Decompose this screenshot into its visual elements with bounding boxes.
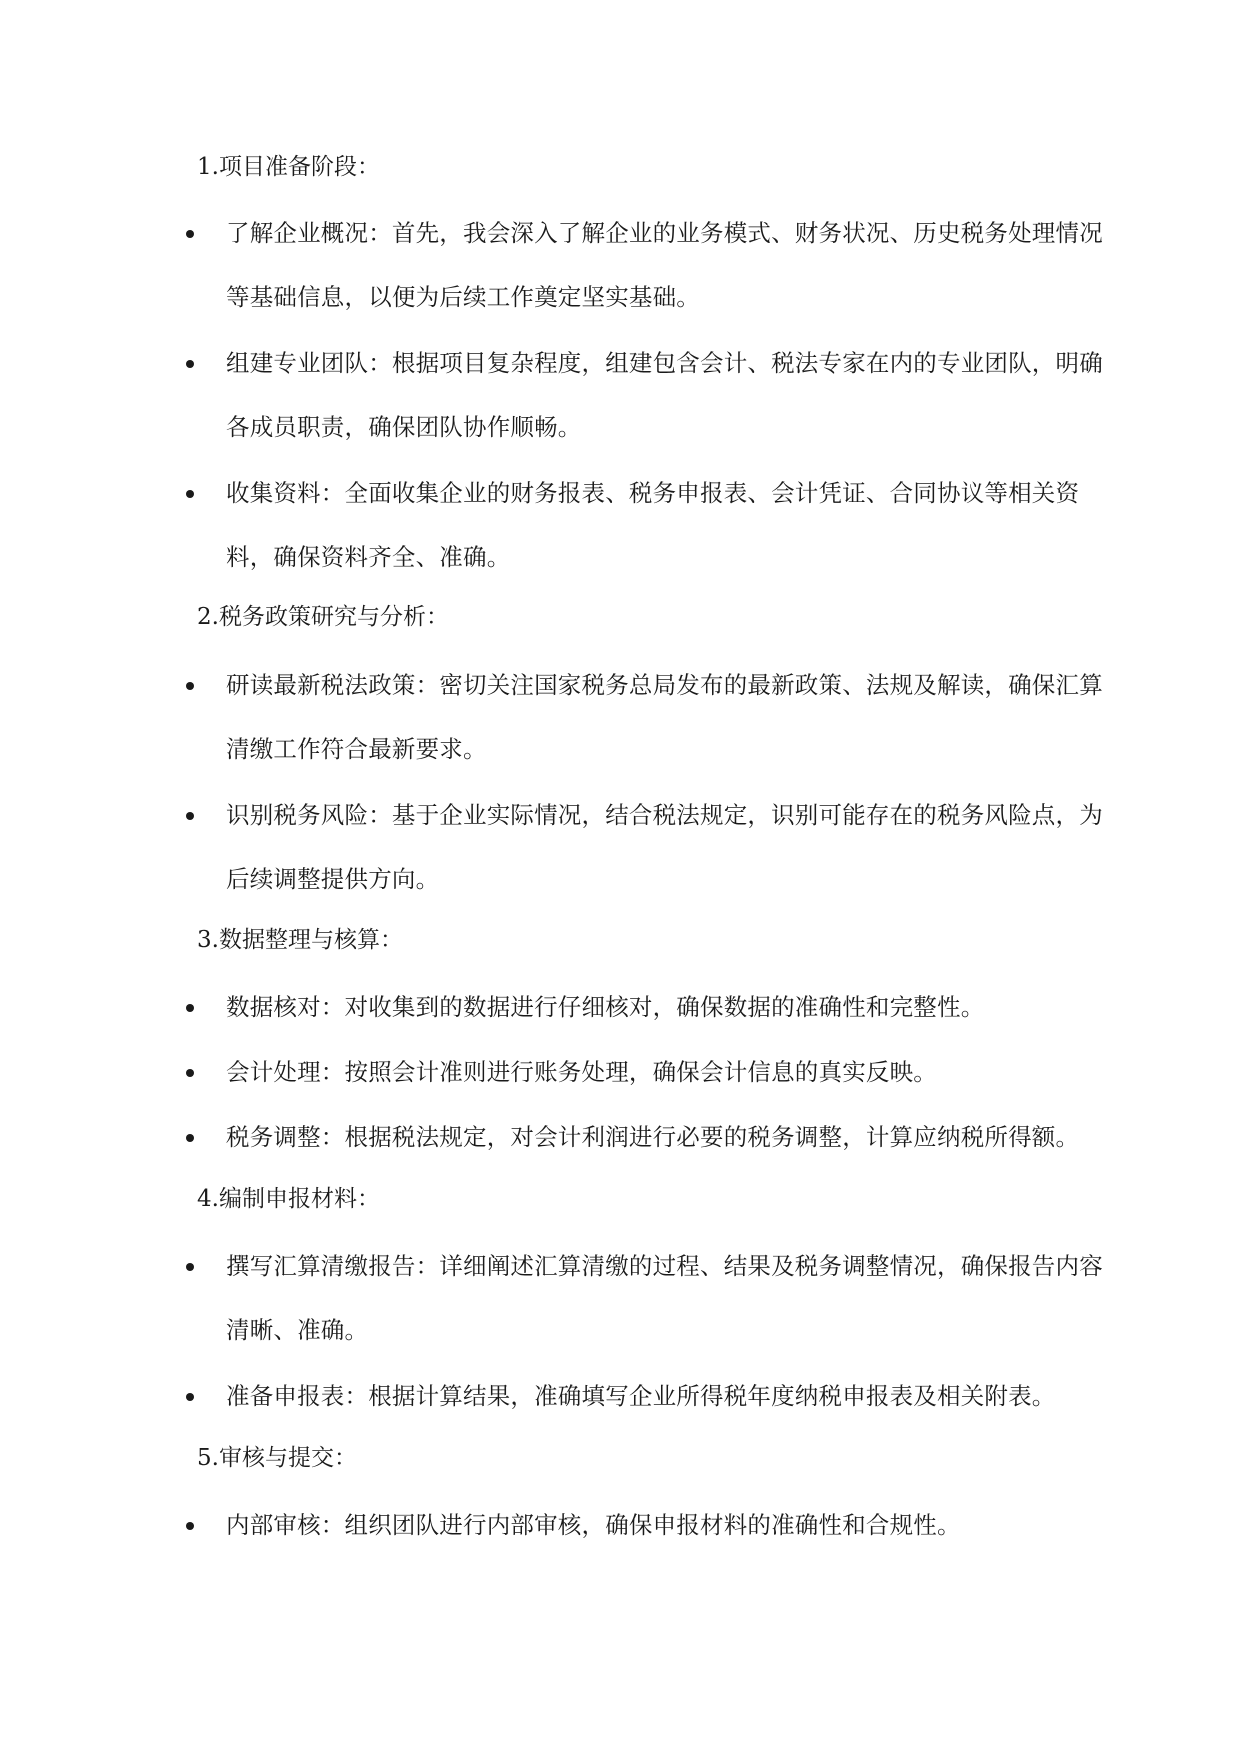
section-heading: 2.税务政策研究与分析： bbox=[197, 604, 449, 630]
section-heading: 1.项目准备阶段： bbox=[197, 154, 380, 180]
list-item bbox=[186, 1122, 1106, 1169]
list-item bbox=[186, 1251, 1106, 1362]
bullet-icon bbox=[186, 230, 194, 238]
list-item-text: 会计处理：按照会计准则进行账务处理，确保会计信息的真实反映。 bbox=[226, 1058, 937, 1086]
section-heading: 4.编制申报材料： bbox=[197, 1186, 380, 1212]
bullet-icon bbox=[186, 1393, 194, 1401]
list-item-text: 准备申报表：根据计算结果，准确填写企业所得税年度纳税申报表及相关附表。 bbox=[226, 1382, 1056, 1410]
list-item-text: 数据核对：对收集到的数据进行仔细核对，确保数据的准确性和完整性。 bbox=[226, 993, 985, 1021]
list-item bbox=[186, 800, 1106, 911]
section-heading: 3.数据整理与核算： bbox=[197, 927, 403, 953]
list-item-text: 撰写汇算清缴报告：详细阐述汇算清缴的过程、结果及税务调整情况，确保报告内容清晰、准确。 bbox=[226, 1252, 1103, 1344]
list-item-text: 了解企业概况：首先，我会深入了解企业的业务模式、财务状况、历史税务处理情况等基础信息，以便为后续工作奠定坚实基础。 bbox=[226, 219, 1103, 311]
list-item-text: 收集资料：全面收集企业的财务报表、税务申报表、会计凭证、合同协议等相关资料，确保资料齐全、准确。 bbox=[226, 479, 1080, 571]
bullet-icon bbox=[186, 1069, 194, 1077]
bullet-icon bbox=[186, 1522, 194, 1530]
list-item bbox=[186, 992, 1106, 1039]
list-item bbox=[186, 1510, 1106, 1557]
list-item-text: 组建专业团队：根据项目复杂程度，组建包含会计、税法专家在内的专业团队，明确各成员职责，确保团队协作顺畅。 bbox=[226, 349, 1103, 441]
bullet-icon bbox=[186, 1134, 194, 1142]
bullet-icon bbox=[186, 360, 194, 368]
list-item-text: 内部审核：组织团队进行内部审核，确保申报材料的准确性和合规性。 bbox=[226, 1511, 961, 1539]
bullet-icon bbox=[186, 1263, 194, 1271]
list-item bbox=[186, 218, 1106, 329]
list-item bbox=[186, 670, 1106, 781]
bullet-icon bbox=[186, 490, 194, 498]
bullet-icon bbox=[186, 1004, 194, 1012]
list-item bbox=[186, 1057, 1106, 1104]
bullet-icon bbox=[186, 682, 194, 690]
bullet-icon bbox=[186, 812, 194, 820]
list-item bbox=[186, 1381, 1106, 1428]
section-heading: 5.审核与提交： bbox=[197, 1445, 357, 1471]
list-item-text: 研读最新税法政策：密切关注国家税务总局发布的最新政策、法规及解读，确保汇算清缴工作符合最新要求。 bbox=[226, 671, 1103, 763]
list-item bbox=[186, 348, 1106, 459]
list-item-text: 识别税务风险：基于企业实际情况，结合税法规定，识别可能存在的税务风险点，为后续调整提供方向。 bbox=[226, 801, 1103, 893]
list-item-text: 税务调整：根据税法规定，对会计利润进行必要的税务调整，计算应纳税所得额。 bbox=[226, 1123, 1080, 1151]
list-item bbox=[186, 478, 1106, 589]
